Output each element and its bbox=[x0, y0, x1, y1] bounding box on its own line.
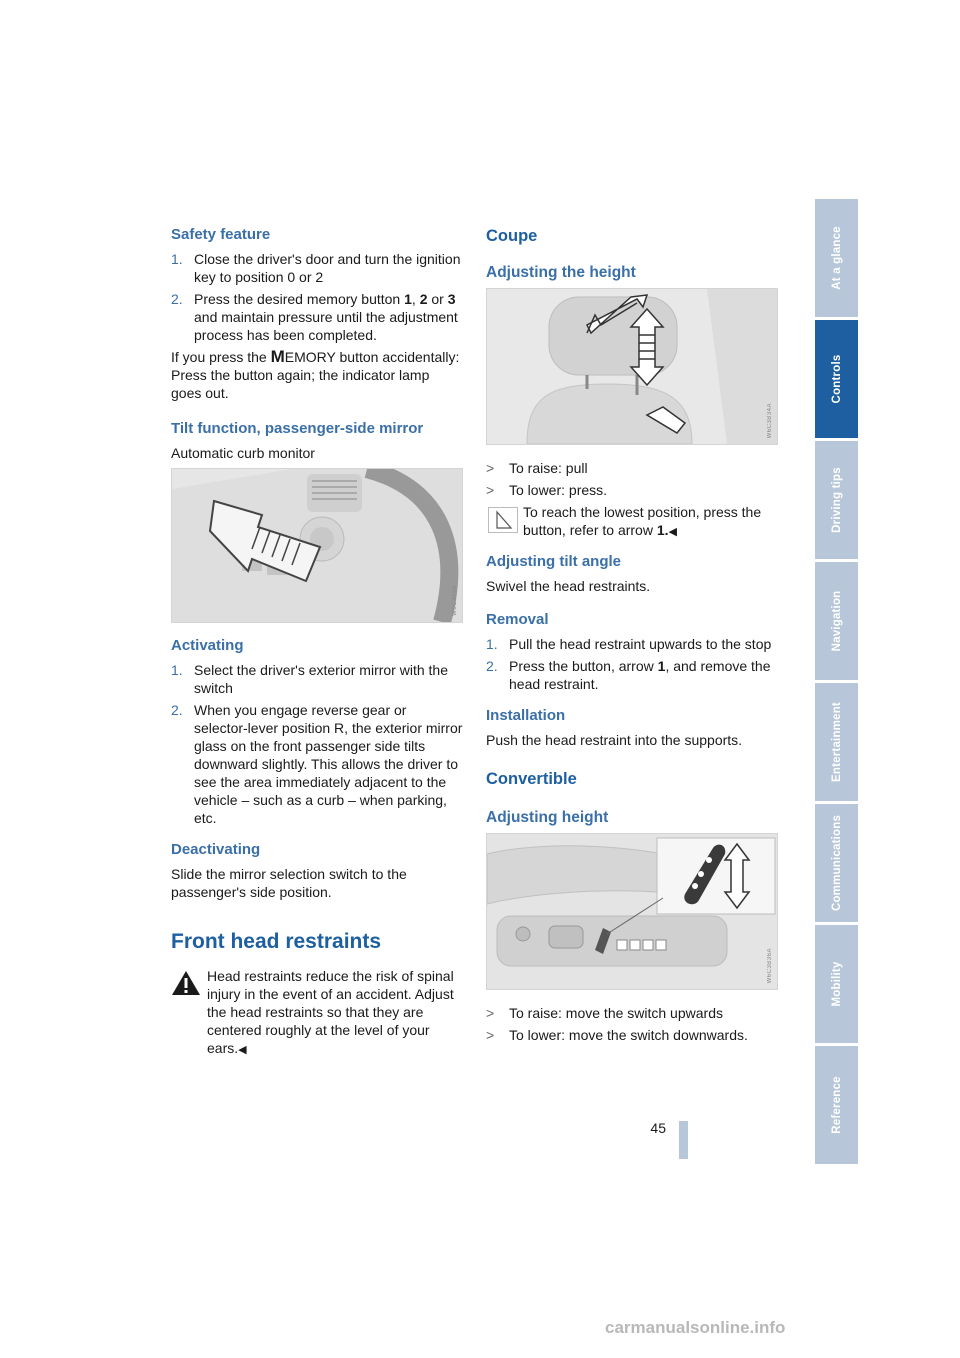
removal-heading: Removal bbox=[486, 611, 549, 628]
page-number: 45 bbox=[650, 1120, 666, 1136]
warning-triangle-icon bbox=[171, 969, 201, 997]
list-item: > To raise: move the switch upwards bbox=[486, 1005, 723, 1021]
raise-lower-list bbox=[486, 459, 778, 499]
list-item: 1. Close the driver's door and turn the ignition key to position 0 or 2 bbox=[171, 251, 461, 285]
activating-steps bbox=[171, 661, 463, 827]
page-number-bar bbox=[679, 1121, 688, 1159]
tab-reference[interactable]: Reference bbox=[815, 1046, 858, 1164]
list-item: 2. Press the button, arrow 1, and remove the head restraint. bbox=[486, 658, 771, 692]
list-item: 1. Select the driver's exterior mirror with the switch bbox=[171, 662, 448, 696]
activating-heading: Activating bbox=[171, 637, 244, 654]
deactivating-heading: Deactivating bbox=[171, 841, 261, 858]
installation-heading: Installation bbox=[486, 707, 566, 724]
end-mark-icon: ◀ bbox=[238, 1044, 247, 1056]
list-item: > To lower: press. bbox=[486, 482, 608, 498]
note-icon bbox=[488, 507, 518, 533]
tab-controls[interactable]: Controls bbox=[815, 320, 858, 438]
tab-at-a-glance[interactable]: At a glance bbox=[815, 199, 858, 317]
list-item: > To lower: move the switch downwards. bbox=[486, 1027, 748, 1043]
right-column bbox=[486, 226, 778, 1048]
section-tabs bbox=[815, 199, 858, 1167]
list-item: 1. Pull the head restraint upwards to the stop bbox=[486, 636, 772, 652]
watermark: carmanualsonline.info bbox=[605, 1318, 786, 1337]
tilt-angle-text: Swivel the head restraints. bbox=[486, 578, 651, 594]
figure-code: W6C3B34A bbox=[767, 402, 773, 438]
list-item: > To raise: pull bbox=[486, 460, 588, 476]
mirror-switch-figure bbox=[171, 468, 463, 623]
warning-note: Head restraints reduce the risk of spinal injury in the event of an accident. Adjust the head restraints so that they are centered roughly at the level of your ears.◀ bbox=[171, 967, 463, 1059]
coupe-heading: Coupe bbox=[486, 227, 538, 245]
adjusting-height2-heading: Adjusting height bbox=[486, 809, 609, 826]
removal-steps bbox=[486, 635, 778, 693]
memory-paragraph: If you press the MEMORY button accidentally: Press the button again; the indicator lamp goes out. bbox=[171, 347, 460, 401]
tilt-angle-heading: Adjusting tilt angle bbox=[486, 553, 621, 570]
tab-communications[interactable]: Communications bbox=[815, 804, 858, 922]
seat-switch-figure bbox=[486, 833, 778, 990]
deactivating-text: Slide the mirror selection switch to the passenger's side position. bbox=[171, 866, 407, 900]
end-mark-icon: ◀ bbox=[668, 526, 677, 538]
list-item: 2. When you engage reverse gear or selector-lever position R, the exterior mirror glass on the front passenger side tilts downward slightly. This allows the driver to see the area immediately adjacent to the vehicle – such as a curb – when parking, etc. bbox=[171, 702, 463, 826]
tab-mobility[interactable]: Mobility bbox=[815, 925, 858, 1043]
figure-code: W6C303A bbox=[452, 585, 458, 616]
mirror-switch-illustration bbox=[172, 469, 462, 622]
note-box: To reach the lowest position, press the button, refer to arrow 1.◀ bbox=[486, 503, 778, 541]
seat-switch-illustration bbox=[487, 834, 777, 989]
headrest-figure bbox=[486, 288, 778, 445]
tab-navigation[interactable]: Navigation bbox=[815, 562, 858, 680]
tilt-subtitle: Automatic curb monitor bbox=[171, 445, 315, 461]
safety-feature-heading: Safety feature bbox=[171, 226, 271, 243]
figure-code: W6C3B36A bbox=[767, 947, 773, 983]
safety-steps bbox=[171, 250, 463, 344]
tab-entertainment[interactable]: Entertainment bbox=[815, 683, 858, 801]
list-item: 2. Press the desired memory button 1, 2 or 3 and maintain pressure until the adjustment process has been completed. bbox=[171, 291, 458, 343]
headrest-illustration bbox=[487, 289, 777, 444]
adjusting-height-heading: Adjusting the height bbox=[486, 264, 636, 281]
convertible-heading: Convertible bbox=[486, 770, 577, 788]
tab-driving-tips[interactable]: Driving tips bbox=[815, 441, 858, 559]
front-head-restraints-heading: Front head restraints bbox=[171, 930, 382, 953]
installation-text: Push the head restraint into the supports. bbox=[486, 732, 743, 748]
switch-list bbox=[486, 1004, 778, 1044]
tilt-function-heading: Tilt function, passenger-side mirror bbox=[171, 420, 424, 437]
left-column bbox=[171, 226, 463, 1059]
memory-m-letter: M bbox=[270, 347, 285, 366]
